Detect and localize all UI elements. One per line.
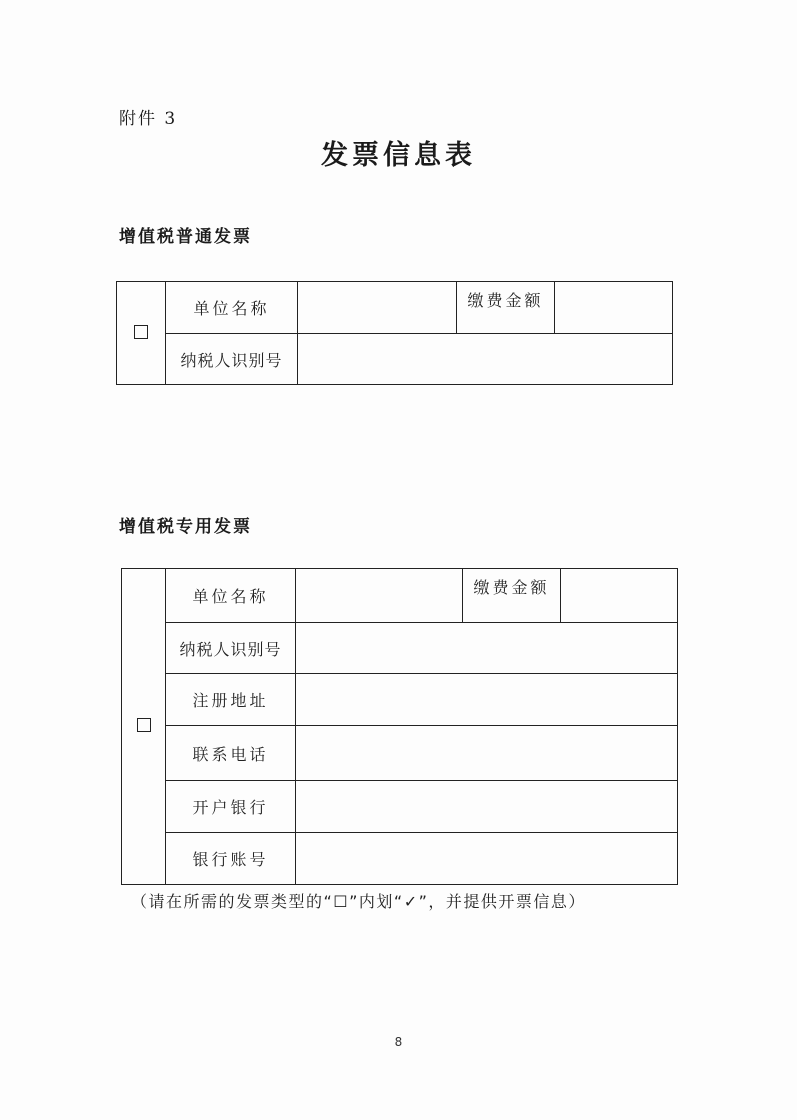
bank-field[interactable] — [296, 781, 678, 833]
unit-name-label: 单位名称 — [166, 282, 298, 334]
bank-account-field[interactable] — [296, 833, 678, 885]
special-invoice-heading: 增值税专用发票 — [119, 517, 252, 537]
contact-phone-field[interactable] — [296, 726, 678, 781]
payment-amount-field[interactable] — [561, 569, 678, 623]
payment-amount-label: 缴费金额 — [457, 282, 555, 334]
payment-amount-field[interactable] — [555, 282, 673, 334]
taxpayer-id-label: 纳税人识别号 — [166, 623, 296, 674]
instruction-note: （请在所需的发票类型的“☐”内划“✓”，并提供开票信息） — [131, 892, 586, 911]
checkbox-icon[interactable] — [134, 325, 148, 339]
bank-label: 开户银行 — [166, 781, 296, 833]
bank-account-label: 银行账号 — [166, 833, 296, 885]
taxpayer-id-field[interactable] — [296, 623, 678, 674]
attachment-label: 附件 3 — [119, 109, 178, 129]
payment-amount-label: 缴费金额 — [463, 569, 561, 623]
page-number: 8 — [394, 1035, 403, 1049]
general-invoice-table — [116, 281, 673, 385]
document-title: 发票信息表 — [321, 140, 476, 171]
unit-name-field[interactable] — [298, 282, 457, 334]
unit-name-field[interactable] — [296, 569, 463, 623]
registered-address-label: 注册地址 — [166, 674, 296, 726]
general-invoice-checkbox[interactable] — [117, 282, 166, 385]
taxpayer-id-label: 纳税人识别号 — [166, 334, 298, 385]
taxpayer-id-field[interactable] — [298, 334, 673, 385]
registered-address-field[interactable] — [296, 674, 678, 726]
special-invoice-table — [121, 568, 678, 885]
general-invoice-heading: 增值税普通发票 — [119, 227, 252, 247]
special-invoice-checkbox[interactable] — [122, 569, 166, 885]
checkbox-icon[interactable] — [137, 718, 151, 732]
unit-name-label: 单位名称 — [166, 569, 296, 623]
contact-phone-label: 联系电话 — [166, 726, 296, 781]
